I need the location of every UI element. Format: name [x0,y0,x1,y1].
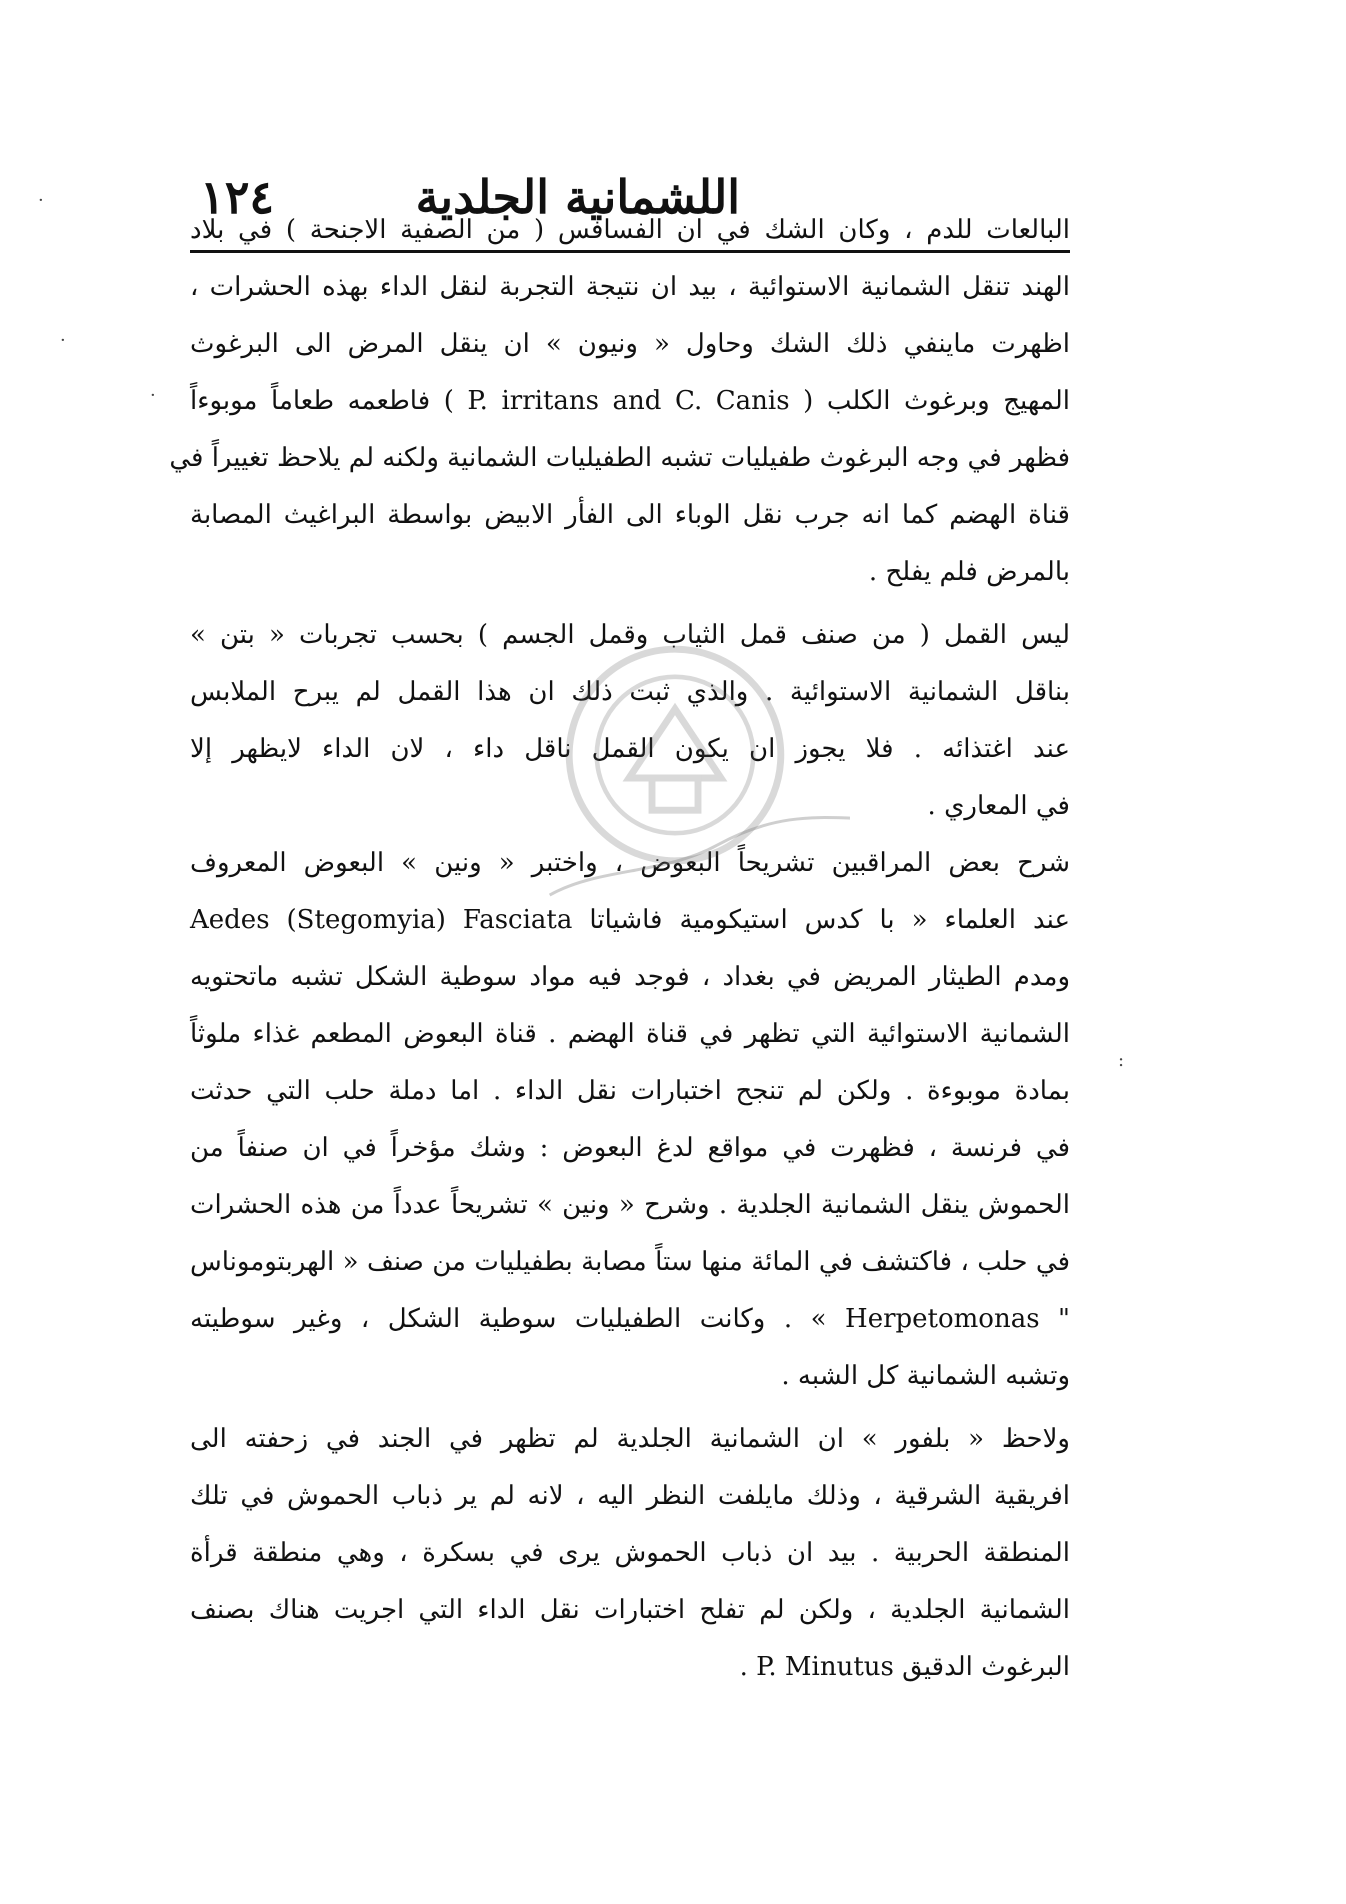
text-line: البرغوث الدقيق P. Minutus . [739,1652,1070,1682]
text-line: فظهر في وجه البرغوث طفيليات تشبه الطفيليات الشمانية ولكنه لم يلاحظ تغييراً في [169,443,1070,473]
text-line: في فرنسة ، فظهرت في مواقع لدغ البعوض : وشك مؤخراً في ان صنفاً من [190,1133,1070,1163]
scan-speck: · [38,190,44,211]
text-line: ومدم الطيثار المريض في بغداد ، فوجد فيه مواد سوطية الشكل تشبه ماتحتويه [190,962,1070,992]
latin-term: Aedes (Stegomyia) Fasciata [190,905,573,935]
scan-speck: · [150,385,156,406]
text-line: المهيج وبرغوث الكلب ( P. irritans and C. Canis ) فاطعمه طعاماً موبوءاً [190,386,1071,416]
text-line: الحموش ينقل الشمانية الجلدية . وشرح « ونين » تشريحاً عدداً من هذه الحشرات [190,1190,1070,1220]
text-line: ليس القمل ( من صنف قمل الثياب وقمل الجسم ) بحسب تجربات « بتن » [190,620,1070,650]
text-line: ولاحظ « بلفور » ان الشمانية الجلدية لم تظهر في الجند في زحفته الى [190,1424,1070,1454]
text-line: وتشبه الشمانية كل الشبه . [781,1361,1070,1391]
text-line: في المعاري . [927,791,1070,821]
latin-term: P. irritans and C. Canis [467,386,790,416]
text-line: بناقل الشمانية الاستوائية . والذي ثبت ذلك ان هذا القمل لم يبرح الملابس [190,677,1070,707]
text-line: افريقية الشرقية ، وذلك مايلفت النظر اليه ، لانه لم ير ذباب الحموش في تلك [190,1481,1070,1511]
page-number: ١٢٤ [200,170,275,224]
text-line: بمادة موبوءة . ولكن لم تنجح اختبارات نقل الداء . اما دملة حلب التي حدثت [190,1076,1070,1106]
text-line: الهند تنقل الشمانية الاستوائية ، بيد ان نتيجة التجربة لنقل الداء بهذه الحشرات ، [190,272,1070,302]
text-line: قناة الهضم كما انه جرب نقل الوباء الى الفأر الابيض بواسطة البراغيث المصابة [190,500,1070,530]
text-line: الشمانية الجلدية ، ولكن لم تفلح اختبارات نقل الداء التي اجريت هناك بصنف [190,1595,1070,1625]
latin-term: Herpetomonas " [845,1304,1070,1334]
scan-speck: : [1118,1050,1125,1071]
text-line: في حلب ، فاكتشف في المائة منها ستاً مصابة بطفيليات من صنف « الهربتوموناس [190,1247,1070,1277]
text-line: اظهرت ماينفي ذلك الشك وحاول « ونيون » ان ينقل المرض الى البرغوث [190,329,1070,359]
scan-speck: · [60,330,66,351]
text-line: البالعات للدم ، وكان الشك في ان الفسافس ( من الصفية الاجنحة ) في بلاد [190,215,1070,245]
text-line: عند العلماء « با كدس استيكومية فاشياتا Aedes (Stegomyia) Fasciata [190,905,1071,935]
text-line: عند اغتذائه . فلا يجوز ان يكون القمل ناقل داء ، لان الداء لايظهر إلا [190,734,1070,764]
text-line: Herpetomonas " » . وكانت الطفيليات سوطية الشكل ، وغير سوطيته [190,1304,1070,1334]
page-title: اللشمانية الجلدية [415,170,740,224]
text-line: المنطقة الحربية . بيد ان ذباب الحموش يرى في بسكرة ، وهي منطقة قرأة [190,1538,1070,1568]
text-line: شرح بعض المراقبين تشريحاً البعوض ، واختبر « ونين » البعوض المعروف [190,848,1070,878]
text-line: بالمرض فلم يفلح . [868,557,1070,587]
latin-term: P. Minutus [756,1652,894,1682]
text-line: الشمانية الاستوائية التي تظهر في قناة الهضم . قناة البعوض المطعم غذاء ملوثاً [190,1019,1070,1049]
